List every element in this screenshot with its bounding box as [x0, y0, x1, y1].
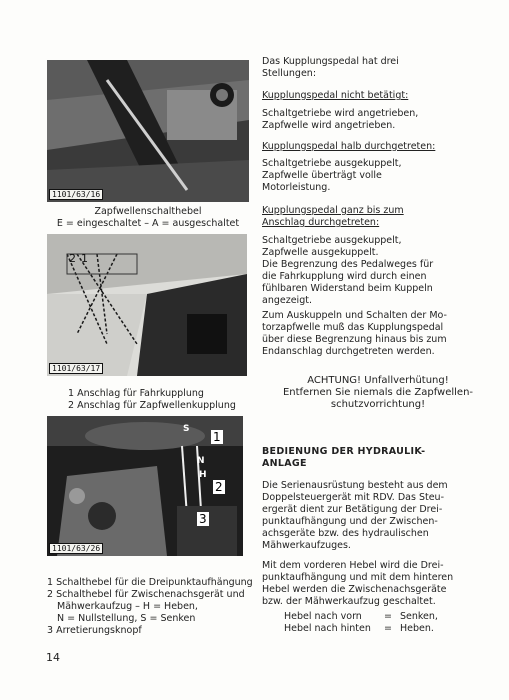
text-line: Die Serienausrüstung besteht aus dem	[262, 480, 448, 491]
text-line: Kupplungspedal ganz bis zum	[262, 205, 404, 216]
text-line: torzapfwelle muß das Kupplungspedal	[262, 322, 444, 333]
caption-line: 2 Anschlag für Zapfwellenkupplung	[68, 400, 236, 411]
text-line: Mit dem vorderen Hebel wird die Drei-	[262, 560, 444, 571]
text-hydraulics-intro	[262, 480, 494, 552]
lever-row	[262, 611, 494, 623]
caption-pto-lever	[47, 206, 249, 230]
text-line: Doppelsteuergerät mit RDV. Das Steu-	[262, 492, 444, 503]
text-line: bzw. der Mähwerkaufzug geschaltet.	[262, 596, 436, 607]
lever-value: Senken,	[400, 611, 438, 622]
lever-table	[262, 611, 494, 635]
text-line: Zum Auskuppeln und Schalten der Mo-	[262, 310, 447, 321]
text-line: Endanschlag durchgetreten werden.	[262, 346, 435, 357]
callout-1: 1	[213, 430, 221, 444]
text-line: Das Kupplungspedal hat drei	[262, 56, 399, 67]
heading-not-pressed: Kupplungspedal nicht betätigt:	[262, 90, 409, 101]
text-line: Mähwerkaufzuges.	[262, 540, 351, 551]
lever-eq: =	[384, 611, 392, 622]
lever-eq: =	[384, 623, 392, 634]
text-fully-pressed	[262, 235, 494, 307]
text-hydraulics-levers	[262, 560, 494, 608]
text-line: ergerät dient zur Betätigung der Drei-	[262, 504, 443, 515]
warning-box	[262, 375, 494, 411]
text-line: Schaltgetriebe ausgekuppelt,	[262, 158, 402, 169]
caption-line: 2 Schalthebel für Zwischenachsgerät und	[47, 589, 245, 600]
caption-line: N = Nullstellung, S = Senken	[57, 613, 196, 624]
lever-letter-s: S	[183, 424, 190, 434]
photo-pto-lever	[47, 60, 249, 202]
photo-tag: 1101/63/17	[49, 363, 103, 374]
text-line: Schaltgetriebe wird angetrieben,	[262, 108, 419, 119]
caption-line: 1 Anschlag für Fahrkupplung	[68, 388, 204, 399]
text-line: ANLAGE	[262, 458, 307, 469]
text-line: Stellungen:	[262, 68, 317, 79]
photo-tag: 1101/63/16	[49, 189, 103, 200]
text-not-pressed	[262, 108, 494, 132]
text-half-pressed	[262, 158, 494, 194]
text-line: Motorleistung.	[262, 182, 331, 193]
text-line: punktaufhängung und der Zwischen-	[262, 516, 438, 527]
lever-letter-n: N	[197, 456, 205, 466]
heading-half-pressed: Kupplungspedal halb durchgetreten:	[262, 141, 436, 152]
text-line: Schaltgetriebe ausgekuppelt,	[262, 235, 402, 246]
text-line: achsgeräte bzw. des hydraulischen	[262, 528, 429, 539]
lever-label: Hebel nach vorn	[284, 611, 362, 622]
callout-1: 1	[81, 252, 88, 265]
text-line: punktaufhängung und mit dem hinteren	[262, 572, 454, 583]
lever-value: Heben.	[400, 623, 434, 634]
photo-clutch-stops	[47, 234, 247, 376]
intro-text	[262, 56, 494, 80]
caption-line: E = eingeschaltet – A = ausgeschaltet	[56, 218, 240, 229]
callout-2: 2	[69, 252, 76, 265]
text-line: Hebel werden die Zwischenachsgeräte	[262, 584, 447, 595]
warning-title: ACHTUNG! Unfallverhütung!	[307, 375, 449, 386]
caption-hydraulic-levers	[47, 577, 257, 637]
caption-clutch-stops	[68, 388, 258, 412]
caption-line: Mähwerkaufzug – H = Heben,	[57, 601, 198, 612]
text-line: Anschlag durchgetreten:	[262, 217, 380, 228]
photo-pto-lever-graphic	[47, 60, 249, 202]
callout-3: 3	[199, 512, 207, 526]
warning-line: schutzvorrichtung!	[330, 399, 426, 410]
text-line: angezeigt.	[262, 295, 312, 306]
page-number: 14	[46, 651, 60, 664]
section-heading-hydraulics	[262, 446, 494, 470]
text-line: BEDIENUNG DER HYDRAULIK-	[262, 446, 426, 457]
warning-line: Entfernen Sie niemals die Zapfwellen-	[282, 387, 474, 398]
callout-2: 2	[215, 480, 223, 494]
text-line: Zapfwelle ausgekuppelt.	[262, 247, 379, 258]
caption-line: Zapfwellenschalthebel	[94, 206, 202, 217]
photo-tag: 1101/63/26	[49, 543, 103, 554]
caption-line: 3 Arretierungsknopf	[47, 625, 142, 636]
text-line: über diese Begrenzung hinaus bis zum	[262, 334, 447, 345]
lever-letter-h: H	[199, 470, 207, 480]
lever-label: Hebel nach hinten	[284, 623, 371, 634]
lever-row	[262, 623, 494, 635]
text-line: Zapfwelle überträgt volle	[262, 170, 382, 181]
photo-hydraulic-levers	[47, 416, 243, 556]
text-line: die Fahrkupplung wird durch einen	[262, 271, 427, 282]
text-line: fühlbaren Widerstand beim Kuppeln	[262, 283, 433, 294]
caption-line: 1 Schalthebel für die Dreipunktaufhängung	[47, 577, 253, 588]
heading-fully-pressed	[262, 205, 494, 229]
photo-clutch-stops-graphic	[47, 234, 247, 376]
text-line: Zapfwelle wird angetrieben.	[262, 120, 396, 131]
text-line: Die Begrenzung des Pedalweges für	[262, 259, 434, 270]
text-pto-engage	[262, 310, 494, 358]
